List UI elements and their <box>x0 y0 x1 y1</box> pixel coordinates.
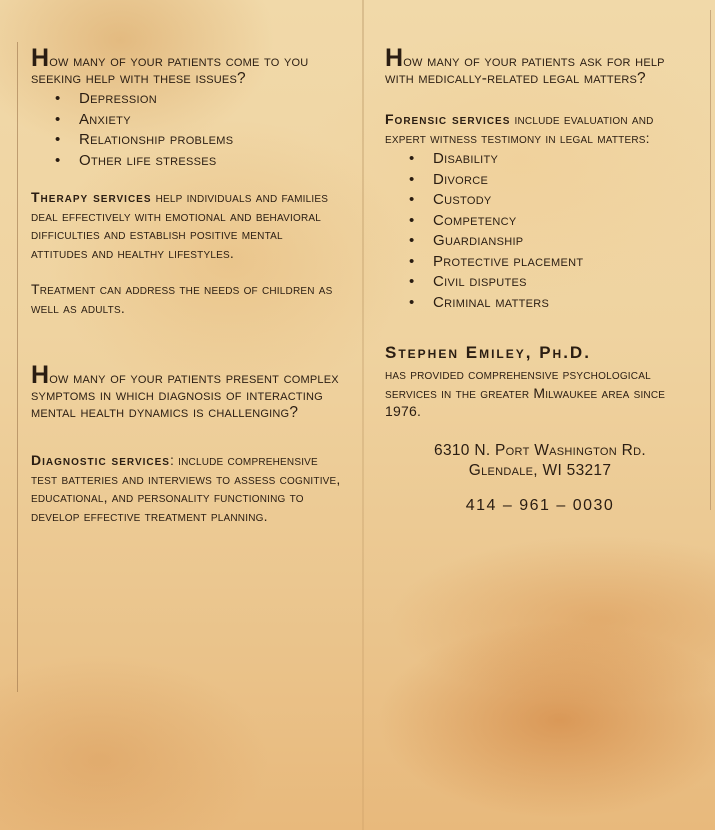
address-line-1: 6310 N. Port Washington Rd. <box>434 441 646 459</box>
list-item: • Depression <box>31 89 341 110</box>
question-complex-symptoms <box>31 361 341 421</box>
legal-matters-list <box>385 149 695 313</box>
center-fold <box>362 0 364 830</box>
list-item: • Anxiety <box>31 110 341 131</box>
therapy-services-heading: Therapy services <box>31 189 152 205</box>
question-text: ow many of your patients present complex symptoms in which diagnosis of interacting mental health dynamics is challenging? <box>31 370 339 421</box>
diagnostic-services-text: : include comprehensive test batteries and interviews to assess cognitive, educational, and personality functioning to develop effective treatment planning. <box>31 452 341 524</box>
right-panel <box>385 44 695 515</box>
question-text: ow many of your patients come to you seeking help with these issues? <box>31 53 309 87</box>
treatment-paragraph: Treatment can address the needs of children as well as adults. <box>31 281 333 316</box>
therapy-services-paragraph <box>31 188 341 262</box>
drop-cap: H <box>31 44 50 72</box>
list-item: • Criminal matters <box>385 293 695 314</box>
list-item: • Protective placement <box>385 252 695 273</box>
issues-list <box>31 89 341 171</box>
list-item: • Competency <box>385 211 695 232</box>
forensic-services-text: include evaluation and expert witness testimony in legal matters: <box>385 111 654 146</box>
therapy-services-text: help individuals and families deal effectively with emotional and behavioral difficulties and establish positive mental attitudes and healthy lifestyles. <box>31 189 329 261</box>
forensic-services-paragraph <box>385 110 695 147</box>
drop-cap: H <box>31 361 50 389</box>
diagnostic-services-paragraph <box>31 451 341 525</box>
phone-number: 414 – 961 – 0030 <box>465 496 615 514</box>
question-text: ow many of your patients ask for help with medically-related legal matters? <box>385 53 665 87</box>
diagnostic-services-heading: Diagnostic services <box>31 452 170 468</box>
list-item: • Divorce <box>385 170 695 191</box>
left-trim-line <box>17 42 18 692</box>
address-line-2: Glendale, WI 53217 <box>468 461 612 479</box>
list-item: • Disability <box>385 149 695 170</box>
list-item: • Relationship problems <box>31 130 341 151</box>
provider-name: Stephen Emiley, Ph.D. <box>385 343 591 362</box>
question-depression-issues <box>31 44 341 87</box>
drop-cap: H <box>385 44 404 72</box>
provider-description: has provided comprehensive psychological services in the greater Milwaukee area since 1976. <box>385 366 666 419</box>
question-legal-matters <box>385 44 695 87</box>
list-item: • Other life stresses <box>31 151 341 172</box>
forensic-services-heading: Forensic services <box>385 111 511 127</box>
list-item: • Civil disputes <box>385 272 695 293</box>
list-item: • Custody <box>385 190 695 211</box>
list-item: • Guardianship <box>385 231 695 252</box>
right-trim-line <box>710 10 711 510</box>
left-panel <box>31 44 341 525</box>
